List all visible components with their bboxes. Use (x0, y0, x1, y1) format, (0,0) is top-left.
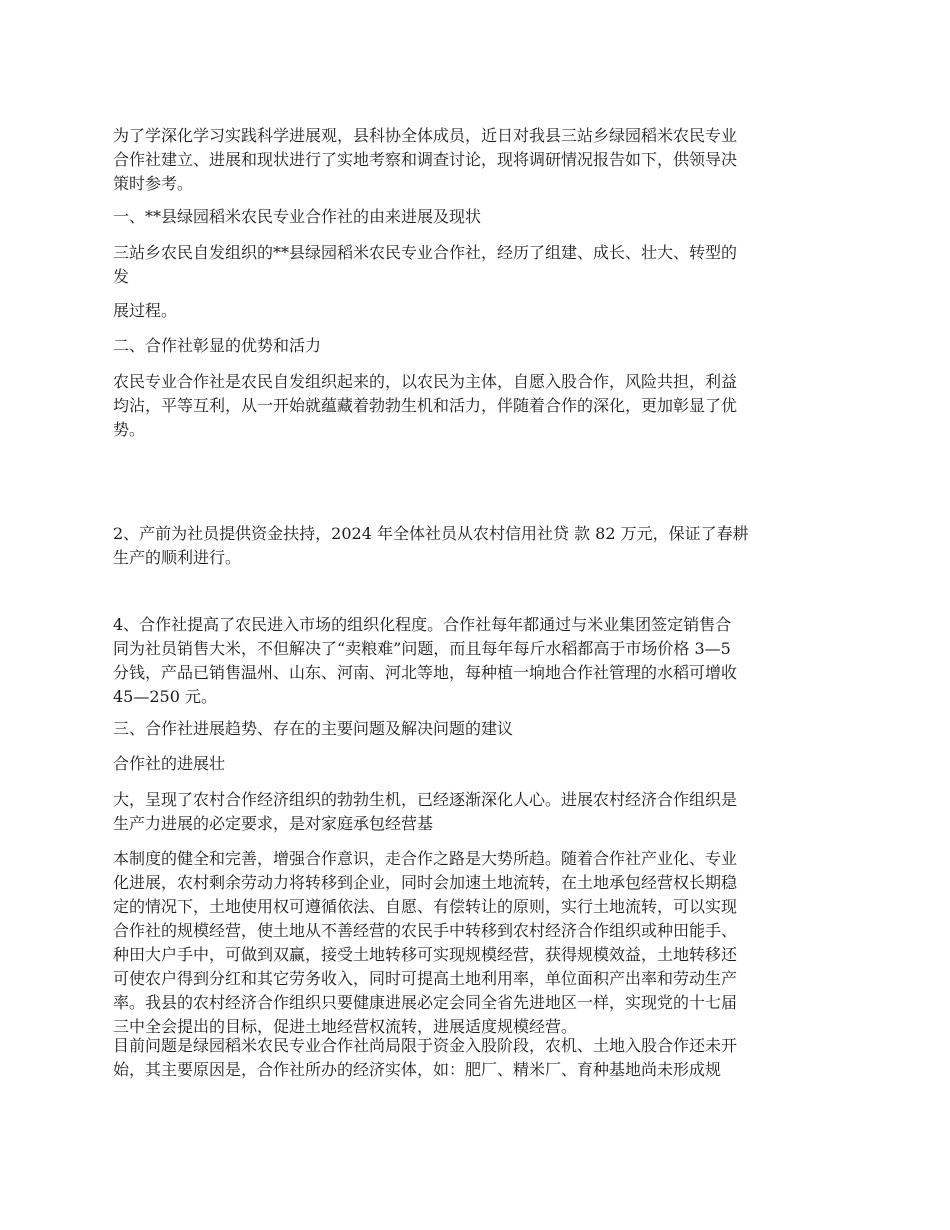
intro-paragraph: 为了学深化学习实践科学进展观，县科协全体成员，近日对我县三站乡绿园稻米农民专业 合作社建立、进展和现状进行了实地考察和调查讨论，现将调研情况报告如下，供领导决 策时参考。 (113, 126, 738, 193)
paragraph-origin: 三站乡农民自发组织的**县绿园稻米农民专业合作社，经历了组建、成长、壮大、转型的 发 (113, 243, 738, 286)
paragraph-origin-continued: 展过程。 (113, 301, 178, 320)
section-heading-3: 三、合作社进展趋势、存在的主要问题及解决问题的建议 (113, 719, 514, 738)
paragraph-trend: 大，呈现了农村合作经济组织的勃勃生机，已经逐渐深化人心。进展农村经济合作组织是 生产力进展的必定要求，是对家庭承包经营基 (113, 790, 738, 833)
paragraph-item-4: 4、合作社提高了农民进入市场的组织化程度。合作社每年都通过与米业集团签定销售合 同为社员销售大米，不但解决了“卖粮难”问题，而且每年每斤水稻都高于市场价格 3—5 分钱，产品已销售温州、山东、河南、河北等地，每种植一垧地合作社管理的水稻可增收 45—250 元。 (113, 615, 738, 706)
paragraph-trend-start: 合作社的进展壮 (113, 754, 226, 773)
section-heading-1: 一、**县绿园稻米农民专业合作社的由来进展及现状 (113, 207, 482, 226)
paragraph-advantages: 农民专业合作社是农民自发组织起来的，以农民为主体，自愿入股合作，风险共担，利益 均沾，平等互利，从一开始就蕴藏着勃勃生机和活力，伴随着合作的深化，更加彰显了优 势。 (113, 372, 738, 439)
section-heading-2: 二、合作社彰显的优势和活力 (113, 336, 322, 355)
paragraph-item-2: 2、产前为社员提供资金扶持，2024 年全体社员从农村信用社贷 款 82 万元，保证了春耕 生产的顺利进行。 (113, 524, 749, 567)
paragraph-problems: 目前问题是绿园稻米农民专业合作社尚局限于资金入股阶段，农机、土地入股合作还未开 始，其主要原因是，合作社所办的经济实体，如：肥厂、精米厂、育种基地尚未形成规 (113, 1036, 738, 1079)
paragraph-system: 本制度的健全和完善，增强合作意识，走合作之路是大势所趋。随着合作社产业化、专业 化进展，农村剩余劳动力将转移到企业，同时会加速土地流转，在土地承包经营权长期稳 定的情况下，土地使用权可遵循依法、自愿、有偿转让的原则，实行土地流转，可以实现 合作社的规模经营，使土地从不善经营的农民手中转移到农村经济合作组织或种田能手、 种田大户手中，可做到双赢，接受土地转移可实现规模经营，获得规模效益，土地转移还 可使农户得到分红和其它劳务收入，同时可提高土地利用率，单位面积产出率和劳动生产 率。我县的农村经济合作组织只要健康进展必定会同全省先进地区一样，实现党的十七届 三中全会提出的目标，促进土地经营权流转，进展适度规模经营。 (113, 849, 738, 1036)
